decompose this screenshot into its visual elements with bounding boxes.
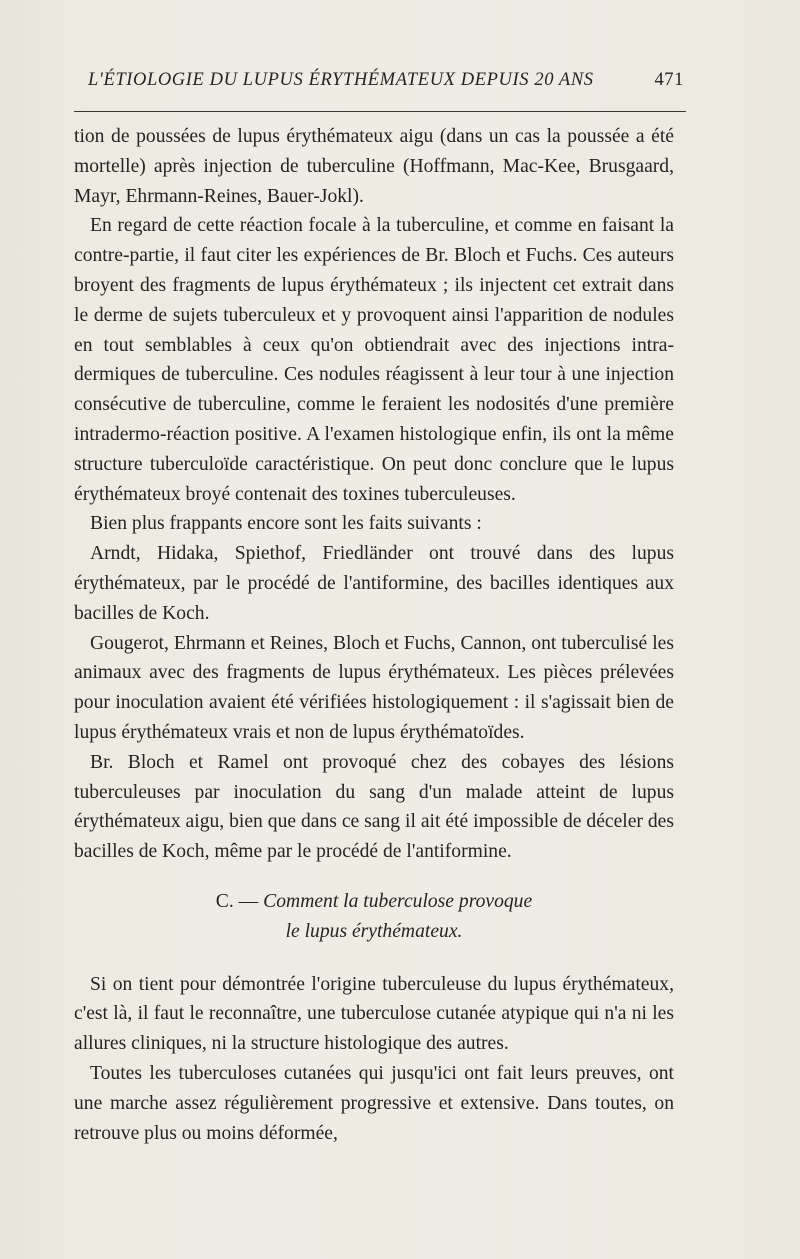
paragraph-arndt-bacilli: Arndt, Hidaka, Spiethof, Friedländer ont trouvé dans des lupus érythémateux, par le procédé de l'antiformine, des bacilles identiques aux bacilles de Koch. (74, 543, 674, 624)
header-rule (74, 111, 686, 112)
paragraph-bloch-fuchs-experiments: En regard de cette réaction focale à la tuberculine, et comme en faisant la contre-partie, il faut citer les expériences de Br. Bloch et Fuchs. Ces auteurs broyent des fragments de lupus érythémateux ; ils injectent cet extrait dans le derme de sujets tuberculeux et y provoquent ainsi l'apparition de nodules en tout semblables à ceux qu'on obtiendrait avec des injections intra-dermiques de tuberculine. Ces nodules réagissent à leur tour à une injection consécutive de tuberculine, comme le feraient les nodosités d'une première intradermo-réaction positive. A l'examen histologique enfin, ils ont la même structure tuberculoïde caractéristique. On peut donc conclure que le lupus érythémateux broyé contenait des toxines tuberculeuses. (74, 215, 674, 505)
page-number: 471 (654, 70, 684, 90)
section-title-line-1: Comment la tuberculose provoque (263, 890, 533, 912)
section-heading (74, 867, 674, 970)
running-head-title: L'ÉTIOLOGIE DU LUPUS ÉRYTHÉMATEUX DEPUIS 20 ANS (88, 70, 594, 90)
section-label: C. — (215, 890, 259, 912)
section-title-line-2: le lupus érythémateux. (285, 920, 463, 942)
section-heading-line-1 (74, 887, 674, 917)
paragraph-atypical-tuberculosis: Si on tient pour démontrée l'origine tuberculeuse du lupus érythémateux, c'est là, il faut le reconnaître, une tuberculose cutanée atypique qui n'a ni les allures cliniques, ni la structure histologique des autres. (74, 973, 674, 1055)
paragraph-animal-inoculation: Gougerot, Ehrmann et Reines, Bloch et Fuchs, Cannon, ont tuberculisé les animaux avec des fragments de lupus érythémateux. Les pièces prélevées pour inoculation avaient été vérifiées histologiquement : il s'agissait bien de lupus érythémateux vrais et non de lupus érythématoïdes. (74, 632, 674, 743)
paragraph-bloch-ramel: Br. Bloch et Ramel ont provoqué chez des cobayes des lésions tuberculeuses par inoculation du sang d'un malade atteint de lupus érythémateux aigu, bien que dans ce sang il ait été impossible de déceler des bacilles de Koch, même par le procédé de l'antiformine. (74, 751, 674, 863)
body-text (74, 122, 674, 1148)
paragraph-cutaneous-tuberculoses: Toutes les tuberculoses cutanées qui jusqu'ici ont fait leurs preuves, ont une marche assez régulièrement progressive et extensive. Dans toutes, on retrouve plus ou moins déformée, (74, 1062, 674, 1144)
paragraph-continuation: tion de poussées de lupus érythémateux aigu (dans un cas la poussée a été mortelle) après injection de tuberculine (Hoffmann, Mac-Kee, Brusgaard, Mayr, Ehrmann-Reines, Bauer-Jokl). (74, 126, 674, 207)
paragraph-striking-facts: Bien plus frappants encore sont les faits suivants : (90, 513, 482, 535)
